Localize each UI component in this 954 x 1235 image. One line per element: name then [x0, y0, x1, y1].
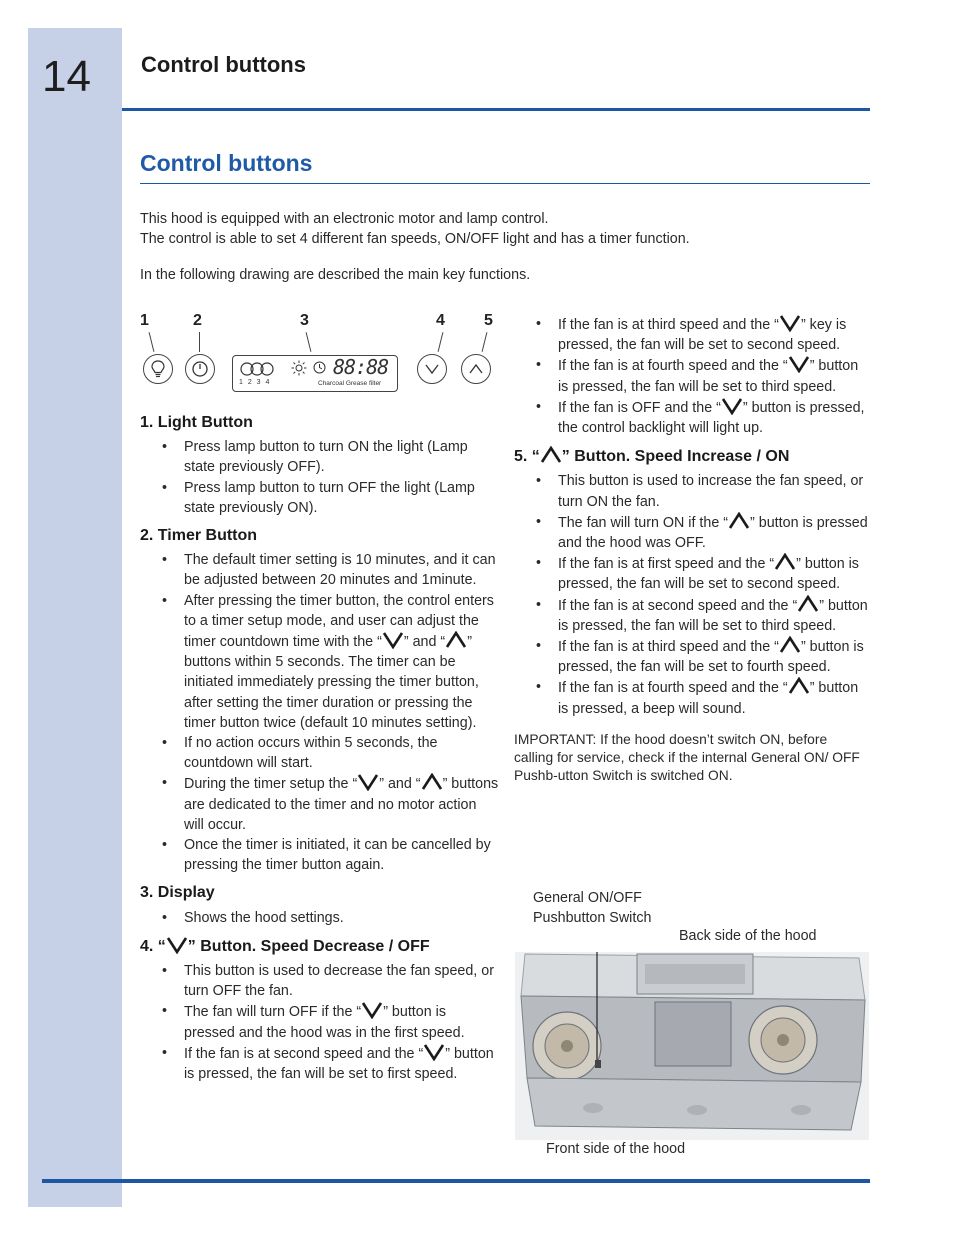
list-item: • If the fan is at second speed and the “ ” button is pressed, the fan will be set to first speed. — [140, 1043, 500, 1084]
list-item: • If the fan is at third speed and the “ ” button is pressed, the fan will be set to fourth speed. — [514, 636, 870, 677]
down-chevron-icon — [788, 355, 810, 373]
list-item: • If the fan is OFF and the “ ” button is pressed, the control backlight will light up. — [514, 397, 870, 438]
timer-icon — [191, 360, 209, 378]
down-chevron-icon — [357, 773, 379, 791]
key-number-1: 1 — [140, 312, 149, 329]
section-rule — [140, 183, 870, 184]
page-sidebar — [28, 28, 122, 1207]
list-item: • During the timer setup the “ ” and “ ” buttons are dedicated to the timer and no motor action will occur. — [140, 773, 500, 835]
key-number-2: 2 — [193, 312, 202, 329]
intro-line-2: The control is able to set 4 different fan speeds, ON/OFF light and has a timer function. — [140, 231, 690, 247]
list-item: • Shows the hood settings. — [140, 908, 500, 928]
intro-text — [140, 209, 860, 285]
up-chevron-icon — [774, 553, 796, 571]
hood-photo — [515, 952, 869, 1140]
leader-line-1 — [149, 332, 155, 352]
light-button-heading: 1. Light Button — [140, 414, 253, 431]
leader-line-3 — [306, 332, 312, 352]
filter-label: Charcoal Grease filter — [318, 380, 382, 387]
down-chevron-icon — [424, 362, 440, 376]
up-chevron-icon — [445, 631, 467, 649]
key-number-3: 3 — [300, 312, 309, 329]
list-item: • If the fan is at first speed and the “ ” button is pressed, the fan will be set to second speed. — [514, 553, 870, 594]
list-item: • If no action occurs within 5 seconds, the countdown will start. — [140, 733, 500, 773]
list-item: • Once the timer is initiated, it can be cancelled by pressing the timer button again. — [140, 835, 500, 875]
display-panel — [232, 355, 398, 392]
list-item: • The default timer setting is 10 minutes, and it can be adjusted between 20 minutes and 1minute. — [140, 550, 500, 590]
list-item: • Press lamp button to turn OFF the light (Lamp state previously ON). — [140, 478, 500, 518]
fan-icon — [239, 360, 283, 378]
down-chevron-icon — [166, 936, 188, 954]
timer-button[interactable] — [185, 354, 215, 384]
speed-increase-heading: 5. “ ” Button. Speed Increase / ON — [514, 448, 790, 466]
speed-marks: 1 2 3 4 — [239, 379, 270, 386]
control-panel-diagram — [140, 312, 500, 398]
speed-decrease-heading: 4. “ ” Button. Speed Decrease / OFF — [140, 937, 430, 955]
light-button[interactable] — [143, 354, 173, 384]
list-item: • If the fan is at second speed and the “ ” button is pressed, the fan will be set to third speed. — [514, 595, 870, 636]
leader-line-2 — [199, 332, 200, 352]
key-number-4: 4 — [436, 312, 445, 329]
sun-icon — [291, 360, 307, 376]
left-column — [140, 413, 500, 1084]
important-note: IMPORTANT: If the hood doesn’t switch ON, before calling for service, check if the internal General ON/ OFF Pushb-utton Switch is switched ON. — [514, 731, 860, 783]
down-chevron-icon — [382, 631, 404, 649]
clock-icon — [313, 361, 326, 374]
up-chevron-icon — [421, 773, 443, 791]
speed-up-button[interactable] — [461, 354, 491, 384]
header-rule — [122, 108, 870, 111]
list-item: • This button is used to decrease the fan speed, or turn OFF the fan. — [140, 961, 500, 1001]
up-chevron-icon — [788, 677, 810, 695]
header-title: Control buttons — [141, 52, 306, 77]
list-item: • The fan will turn ON if the “ ” button is pressed and the hood was OFF. — [514, 512, 870, 553]
list-item: • If the fan is at fourth speed and the “ ” button is pressed, the fan will be set to third speed. — [514, 355, 870, 396]
list-item: • After pressing the timer button, the control enters to a timer setup mode, and user can adjust the timer countdown time with the “ ” and “ ” buttons within 5 seconds. The timer can be initiated immediately pressing the timer button, after setting the timer duration or pressing the timer button twice (default 10 minutes setting). — [140, 591, 500, 733]
right-column — [514, 314, 870, 785]
list-item: • The fan will turn OFF if the “ ” button is pressed and the hood was in the first speed. — [140, 1001, 500, 1042]
down-chevron-icon — [721, 397, 743, 415]
leader-line-4 — [438, 332, 444, 352]
list-item: • This button is used to increase the fan speed, or turn ON the fan. — [514, 471, 870, 511]
switch-label: General ON/OFF Pushbutton Switch — [533, 890, 652, 926]
page-number: 14 — [42, 52, 91, 101]
intro-line-1: This hood is equipped with an electronic motor and lamp control. — [140, 211, 549, 227]
down-chevron-icon — [423, 1043, 445, 1061]
key-number-5: 5 — [484, 312, 493, 329]
list-item: • If the fan is at fourth speed and the “ ” button is pressed, a beep will sound. — [514, 677, 870, 718]
back-side-label: Back side of the hood — [679, 928, 817, 944]
up-chevron-icon — [728, 512, 750, 530]
leader-line-5 — [482, 332, 488, 352]
timer-button-heading: 2. Timer Button — [140, 527, 258, 545]
front-side-label: Front side of the hood — [546, 1141, 686, 1157]
list-item: • Press lamp button to turn ON the light (Lamp state previously OFF). — [140, 437, 500, 477]
up-chevron-icon — [468, 362, 484, 376]
down-chevron-icon — [361, 1001, 383, 1019]
display-heading: 3. Display — [140, 884, 215, 902]
speed-down-button[interactable] — [417, 354, 447, 384]
section-title: Control buttons — [140, 150, 313, 176]
down-chevron-icon — [779, 314, 801, 332]
footer-rule — [42, 1179, 870, 1183]
display-digits: 88:88 — [333, 355, 389, 379]
light-bulb-icon — [149, 359, 167, 379]
up-chevron-icon — [797, 595, 819, 613]
list-item: • If the fan is at third speed and the “ ” key is pressed, the fan will be set to second speed. — [514, 314, 870, 355]
intro-line-3: In the following drawing are described the main key functions. — [140, 267, 531, 283]
up-chevron-icon — [779, 636, 801, 654]
up-chevron-icon — [540, 446, 562, 464]
